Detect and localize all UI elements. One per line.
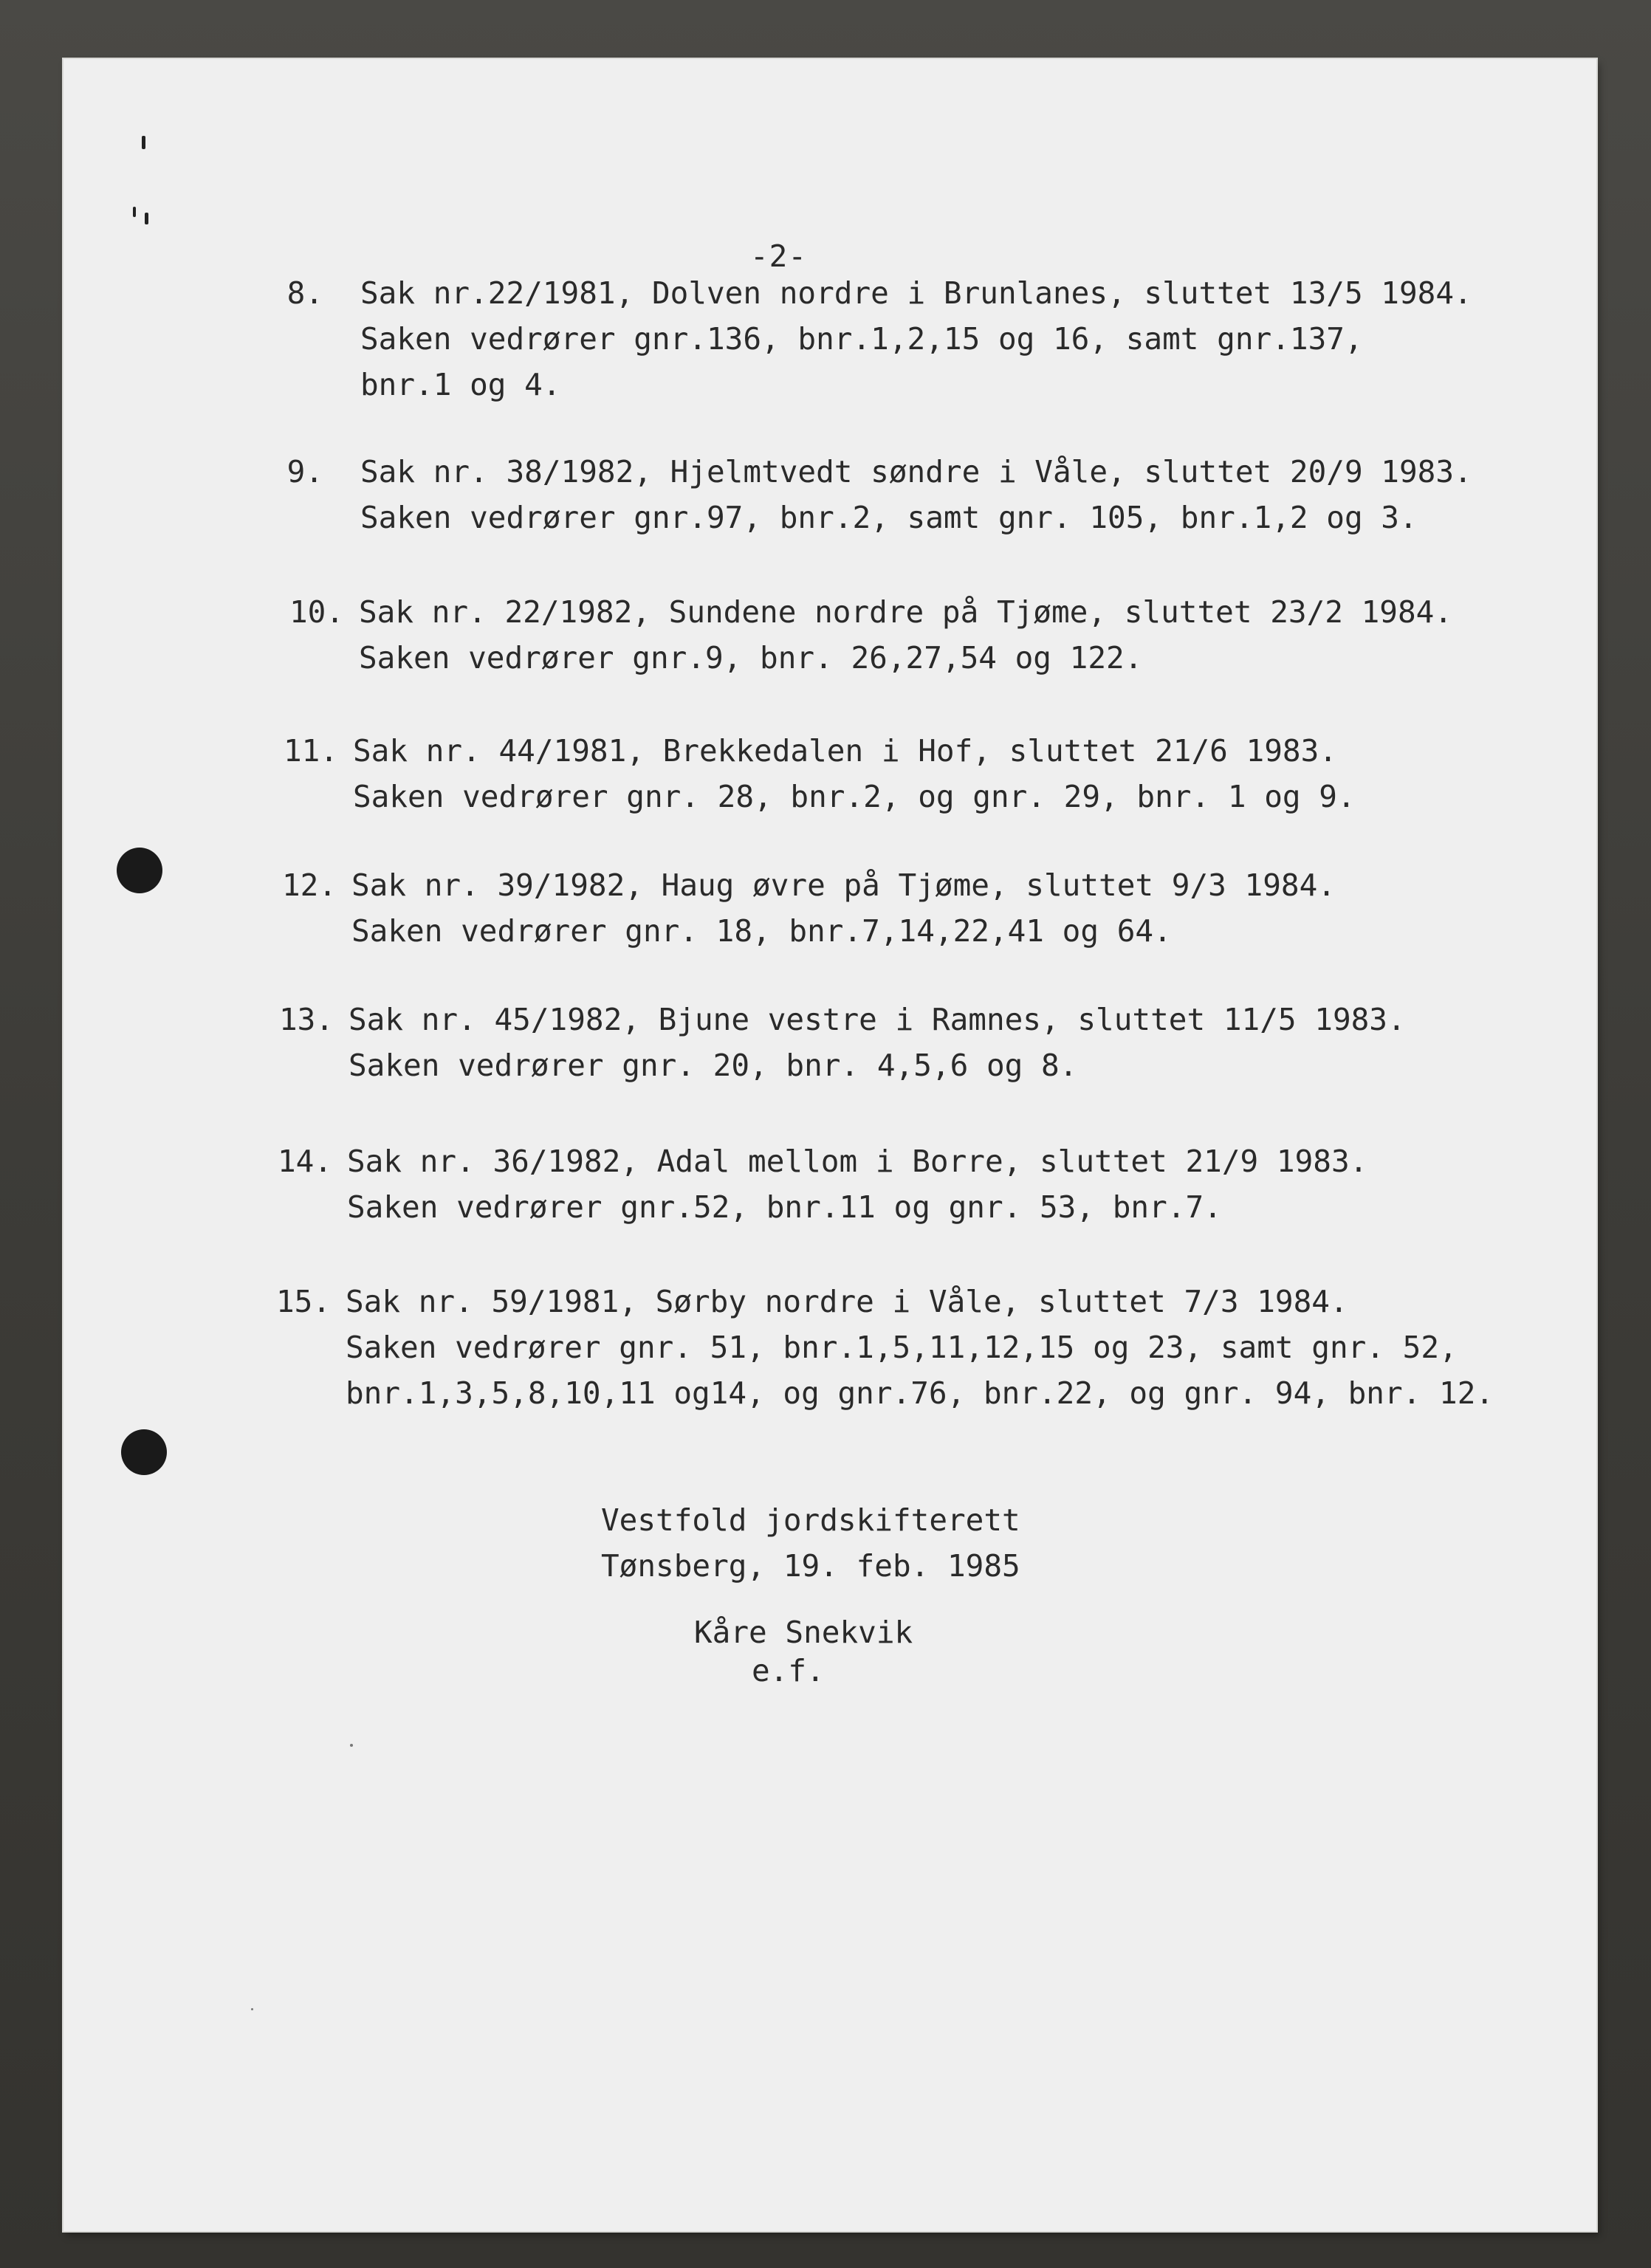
entry-line: Saken vedrører gnr. 20, bnr. 4,5,6 og 8.: [349, 1048, 1078, 1083]
entry-line: Sak nr. 22/1982, Sundene nordre på Tjøme, sluttet 23/2 1984.: [359, 594, 1453, 630]
margin-mark: [145, 213, 148, 224]
entry-line: Sak nr. 36/1982, Adal mellom i Borre, sluttet 21/9 1983.: [347, 1144, 1368, 1179]
paper-speck: [251, 2008, 253, 2010]
entry-line: Sak nr. 38/1982, Hjelmtvedt søndre i Våle, sluttet 20/9 1983.: [360, 454, 1472, 489]
entry-line: Saken vedrører gnr. 18, bnr.7,14,22,41 og 64.: [351, 913, 1172, 949]
entry-line: Saken vedrører gnr. 28, bnr.2, og gnr. 29, bnr. 1 og 9.: [353, 779, 1356, 814]
entry-number: 15.: [275, 1284, 331, 1319]
entry-number: 8.: [286, 275, 323, 311]
entry-line: Sak nr. 59/1981, Sørby nordre i Våle, sluttet 7/3 1984.: [346, 1284, 1348, 1319]
signatory-name: Kåre Snekvik: [694, 1615, 913, 1650]
entry-number: 10.: [289, 594, 344, 630]
place-date: Tønsberg, 19. feb. 1985: [601, 1548, 1020, 1584]
entry-line: bnr.1,3,5,8,10,11 og14, og gnr.76, bnr.22, og gnr. 94, bnr. 12.: [346, 1375, 1494, 1411]
entry-number: 9.: [286, 454, 323, 489]
binder-hole-top: [117, 848, 162, 893]
entry-number: 12.: [281, 867, 337, 903]
margin-mark: [142, 136, 145, 149]
entry-number: 11.: [283, 733, 338, 769]
entry-line: Sak nr. 45/1982, Bjune vestre i Ramnes, sluttet 11/5 1983.: [349, 1002, 1406, 1037]
entry-line: Saken vedrører gnr.52, bnr.11 og gnr. 53, bnr.7.: [347, 1189, 1222, 1225]
entry-line: Sak nr.22/1981, Dolven nordre i Brunlanes, sluttet 13/5 1984.: [360, 275, 1472, 311]
paper-speck: [350, 1744, 353, 1747]
entry-line: Saken vedrører gnr. 51, bnr.1,5,11,12,15 og 23, samt gnr. 52,: [346, 1330, 1458, 1365]
page-number: -2-: [750, 238, 808, 274]
entry-line: Saken vedrører gnr.9, bnr. 26,27,54 og 122.: [359, 640, 1143, 676]
margin-mark: [133, 207, 136, 217]
entry-number: 14.: [277, 1144, 332, 1179]
entry-line: Saken vedrører gnr.136, bnr.1,2,15 og 16, samt gnr.137,: [360, 321, 1363, 357]
entry-line: Sak nr. 44/1981, Brekkedalen i Hof, sluttet 21/6 1983.: [353, 733, 1337, 769]
signatory-suffix: e.f.: [752, 1653, 825, 1688]
document-page: [64, 59, 1596, 2231]
entry-line: bnr.1 og 4.: [360, 367, 561, 402]
entry-line: Sak nr. 39/1982, Haug øvre på Tjøme, sluttet 9/3 1984.: [351, 867, 1336, 903]
entry-line: Saken vedrører gnr.97, bnr.2, samt gnr. 105, bnr.1,2 og 3.: [360, 500, 1418, 535]
court-name: Vestfold jordskifterett: [601, 1502, 1020, 1538]
entry-number: 13.: [278, 1002, 334, 1037]
binder-hole-bottom: [121, 1429, 167, 1475]
